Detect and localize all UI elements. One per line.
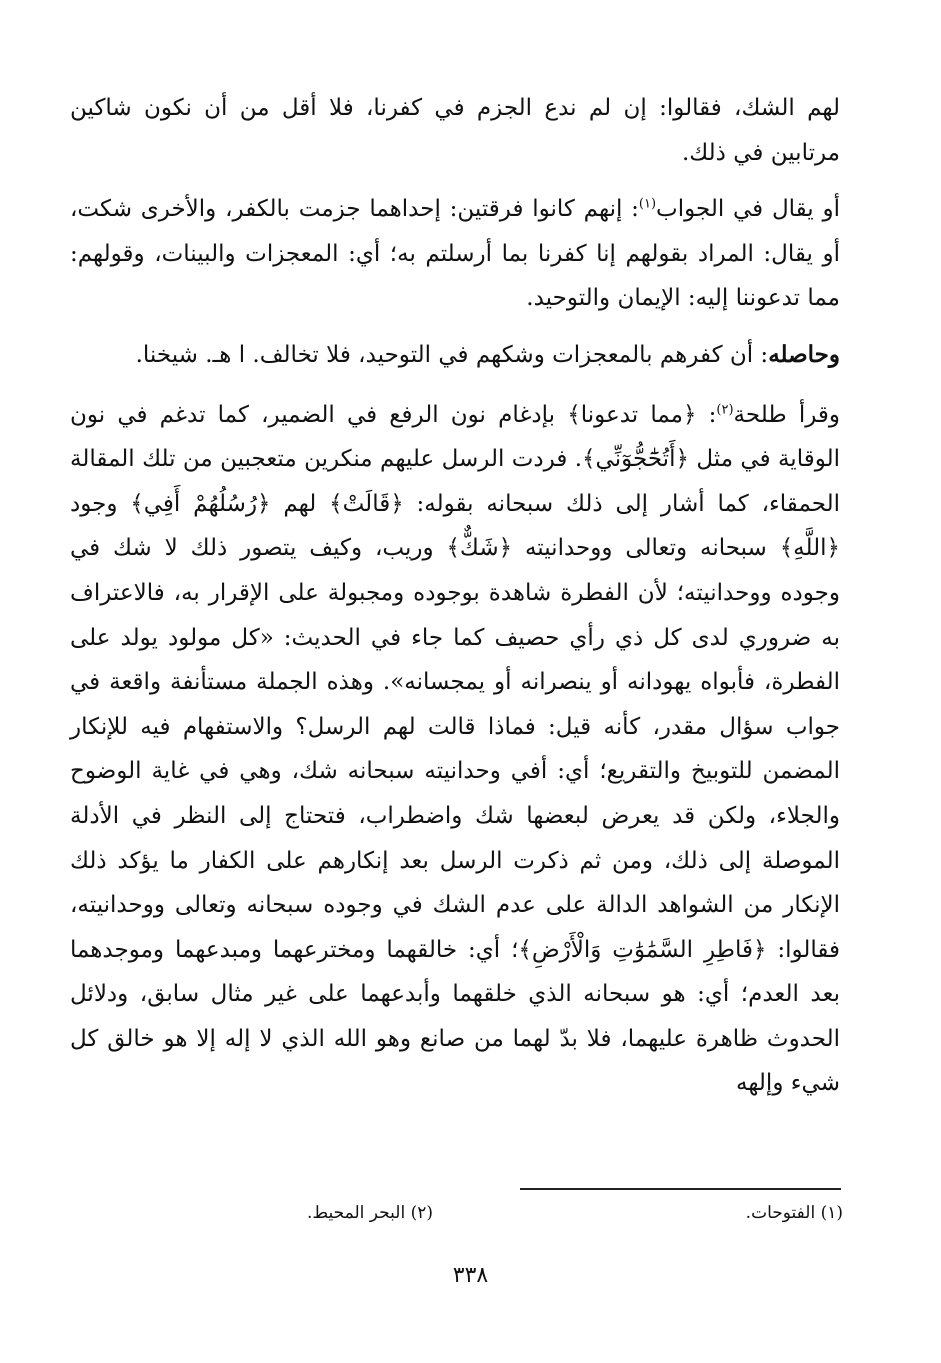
paragraph-2-rest: : إنهم كانوا فرقتين: إحداهما جزمت بالكفر، والأخرى شكت، أو يقال: المراد بقولهم إنا كفرنا بما أرسلتم به؛ أي: المعجزات والبينات، وقولهم: مما تدعوننا إليه: الإيمان والتوحيد. xyxy=(70,196,840,312)
footnote-ref-2: (٢) xyxy=(716,401,734,417)
footnote-2: (٢) البحر المحيط. xyxy=(307,1203,433,1223)
paragraph-4 xyxy=(70,393,840,1107)
main-text xyxy=(70,86,840,1106)
paragraph-4-rest: : ﴿مما تدعونا﴾ بإدغام نون الرفع في الضمير، كما تدغم في نون الوقاية في مثل ﴿أَتُحَٰٓجُّوٓنِّي﴾. فردت الرسل عليهم منكرين متعجبين من تلك المقالة الحمقاء، كما أشار إلى ذلك سبحانه بقوله: ﴿قَالَتْ﴾ لهم ﴿رُسُلُهُمْ أَفِي﴾ وجود ﴿اللَّهِ﴾ سبحانه وتعالى ووحدانيته ﴿شَكٌّ﴾ وريب، وكيف يتصور ذلك لا شك في وجوده ووحدانيته؛ لأن الفطرة شاهدة بوجوده ومجبولة على الإقرار به، فالاعتراف به ضروري لدى كل ذي رأي حصيف كما جاء في الحديث: «كل مولود يولد على الفطرة، فأبواه يهودانه أو ينصرانه أو يمجسانه». وهذه الجملة مستأنفة واقعة في جواب سؤال مقدر، كأنه قيل: فماذا قالت لهم الرسل؟ والاستفهام فيه للإنكار المضمن للتوبيخ والتقريع؛ أي: أفي وحدانيته سبحانه شك، وهي في غاية الوضوح والجلاء، ولكن قد يعرض لبعضها شك واضطراب، فتحتاج إلى النظر في الأدلة الموصلة إلى ذلك، ومن ثم ذكرت الرسل بعد إنكارهم على الكفار ما يؤكد ذلك الإنكار من الشواهد الدالة على عدم الشك في وجوده سبحانه وتعالى ووحدانيته، فقالوا: ﴿فَاطِرِ السَّمَٰوَٰتِ وَالْأَرْضِ﴾؛ أي: خالقهما ومخترعهما ومبدعهما وموجدهما بعد العدم؛ أي: هو سبحانه الذي خلقهما وأبدعهما على غير مثال سابق، ودلائل الحدوث ظاهرة عليهما، فلا بدّ لهما من صانع وهو الله الذي لا إله إلا هو خالق كل شيء وإلهه xyxy=(70,401,840,1097)
footnote-divider xyxy=(520,1188,841,1190)
paragraph-2-start: أو يقال في الجواب xyxy=(656,196,840,223)
footnote-1: (١) الفتوحات. xyxy=(745,1203,843,1223)
paragraph-4-start: وقرأ طلحة xyxy=(733,401,840,428)
paragraph-3-lead: وحاصله xyxy=(768,340,840,368)
page-number: ٣٣٨ xyxy=(452,1263,489,1288)
paragraph-2 xyxy=(70,187,840,321)
paragraph-3-rest: : أن كفرهم بالمعجزات وشكهم في التوحيد، فلا تخالف. ا هـ. شيخنا. xyxy=(135,341,769,368)
paragraph-3 xyxy=(70,333,840,378)
paragraph-1: لهم الشك، فقالوا: إن لم ندع الجزم في كفرنا، فلا أقل من أن نكون شاكين مرتابين في ذلك. xyxy=(70,95,840,166)
footnote-ref-1: (١) xyxy=(638,196,657,212)
